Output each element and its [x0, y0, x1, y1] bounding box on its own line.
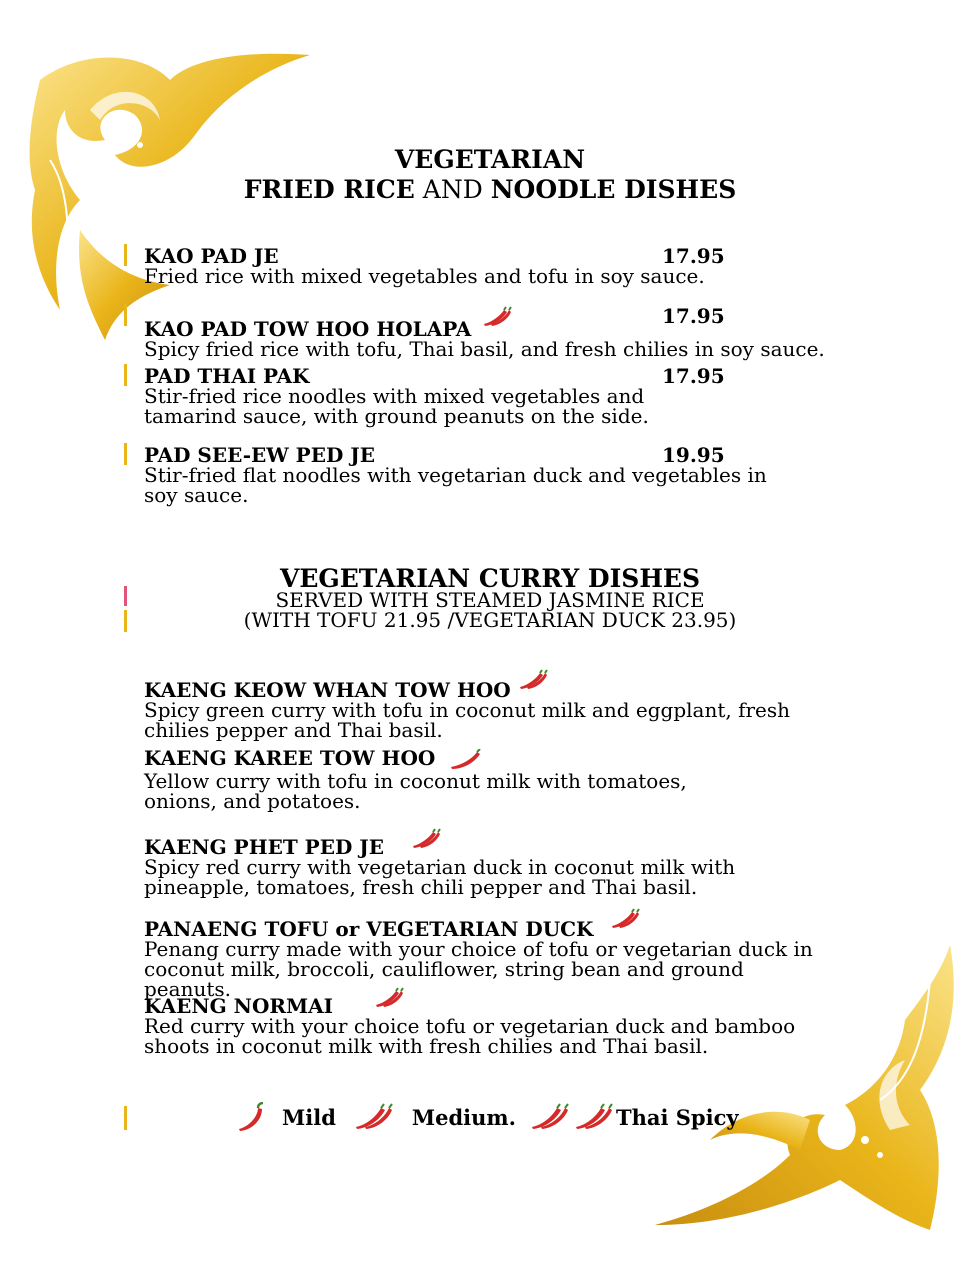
- section-title-curry: VEGETARIAN CURRY DISHES: [279, 564, 701, 593]
- menu-item: [144, 748, 704, 811]
- item-name: PAD SEE-EW PED JE: [144, 443, 375, 467]
- item-name-row: [144, 828, 744, 857]
- menu-item: [144, 828, 744, 897]
- chili-pepper-icon: [518, 669, 548, 691]
- item-description: Penang curry made with your choice of tofu or vegetarian duck in coconut milk, broccoli, cauliflower, string bean and ground peanuts.: [144, 937, 813, 1001]
- item-price: 19.95: [662, 443, 725, 467]
- chili-pepper-icon: [574, 1103, 614, 1131]
- legend-mild: Mild: [282, 1104, 336, 1130]
- item-description: Stir-fried flat noodles with vegetarian duck and vegetables in soy sauce.: [144, 463, 767, 507]
- menu-item: [144, 246, 844, 286]
- item-description: Yellow curry with tofu in coconut milk with tomatoes, onions, and potatoes.: [144, 768, 687, 813]
- chili-pepper-icon: [411, 828, 441, 850]
- item-name-row: [144, 748, 704, 771]
- margin-mark: [124, 1106, 127, 1130]
- item-price: 17.95: [662, 304, 725, 328]
- margin-mark: [124, 443, 127, 465]
- item-name: KAENG KEOW WHAN TOW HOO: [144, 678, 511, 702]
- item-description: Spicy red curry with vegetarian duck in coconut milk with pineapple, tomatoes, fresh chili pepper and Thai basil.: [144, 855, 736, 899]
- margin-mark: [124, 304, 127, 326]
- item-name: PAD THAI PAK: [144, 364, 310, 388]
- item-name-row: [144, 987, 804, 1016]
- item-name-row: [144, 908, 834, 939]
- menu-item: [144, 908, 834, 999]
- item-price: 17.95: [662, 244, 725, 268]
- chili-pepper-icon: [610, 908, 640, 930]
- item-name-row: [144, 669, 804, 700]
- item-name: KAENG KAREE TOW HOO: [144, 746, 436, 770]
- section-title-line1: VEGETARIAN: [394, 145, 586, 174]
- menu-item: [144, 987, 804, 1056]
- section-title-line2: FRIED RICE AND NOODLE DISHES: [243, 175, 737, 204]
- chili-pepper-icon: [482, 306, 512, 328]
- item-name: KAENG PHET PED JE: [144, 835, 384, 859]
- margin-mark: [124, 364, 127, 386]
- legend-medium: Medium.: [411, 1104, 516, 1130]
- chili-pepper-icon: [374, 987, 404, 1009]
- section-title-noodles: [0, 145, 980, 205]
- item-price: 17.95: [662, 364, 725, 388]
- chili-pepper-icon: [448, 749, 482, 771]
- item-description: Spicy fried rice with tofu, Thai basil, and fresh chilies in soy sauce.: [144, 337, 825, 361]
- item-name: KAENG NORMAI: [144, 994, 333, 1018]
- margin-mark: [124, 244, 127, 266]
- chili-pepper-icon: [530, 1103, 570, 1131]
- item-name: KAO PAD JE: [144, 244, 279, 268]
- item-description: Stir-fried rice noodles with mixed vegetables and tamarind sauce, with ground peanuts on the side.: [144, 384, 649, 428]
- menu-item: [144, 669, 804, 740]
- menu-item: [144, 306, 844, 359]
- menu-item: [144, 366, 664, 426]
- item-name: PANAENG TOFU or VEGETARIAN DUCK: [144, 917, 594, 941]
- item-name-row: [144, 306, 844, 339]
- legend-thai-spicy: Thai Spicy: [615, 1104, 739, 1130]
- chili-pepper-icon: [354, 1103, 394, 1131]
- item-description: Spicy green curry with tofu in coconut milk and eggplant, fresh chilies pepper and Thai basil.: [144, 698, 791, 742]
- item-description: Fried rice with mixed vegetables and tofu in soy sauce.: [144, 264, 705, 288]
- chili-pepper-icon: [236, 1102, 266, 1132]
- section-subtitle-prices: (WITH TOFU 21.95 /VEGETARIAN DUCK 23.95): [243, 608, 737, 632]
- item-name: KAO PAD TOW HOO HOLAPA: [144, 317, 472, 341]
- section-subtitle: SERVED WITH STEAMED JASMINE RICE: [275, 588, 705, 612]
- spice-legend: [236, 1100, 739, 1134]
- item-description: Red curry with your choice tofu or vegetarian duck and bamboo shoots in coconut milk with fresh chilies and Thai basil.: [144, 1014, 796, 1058]
